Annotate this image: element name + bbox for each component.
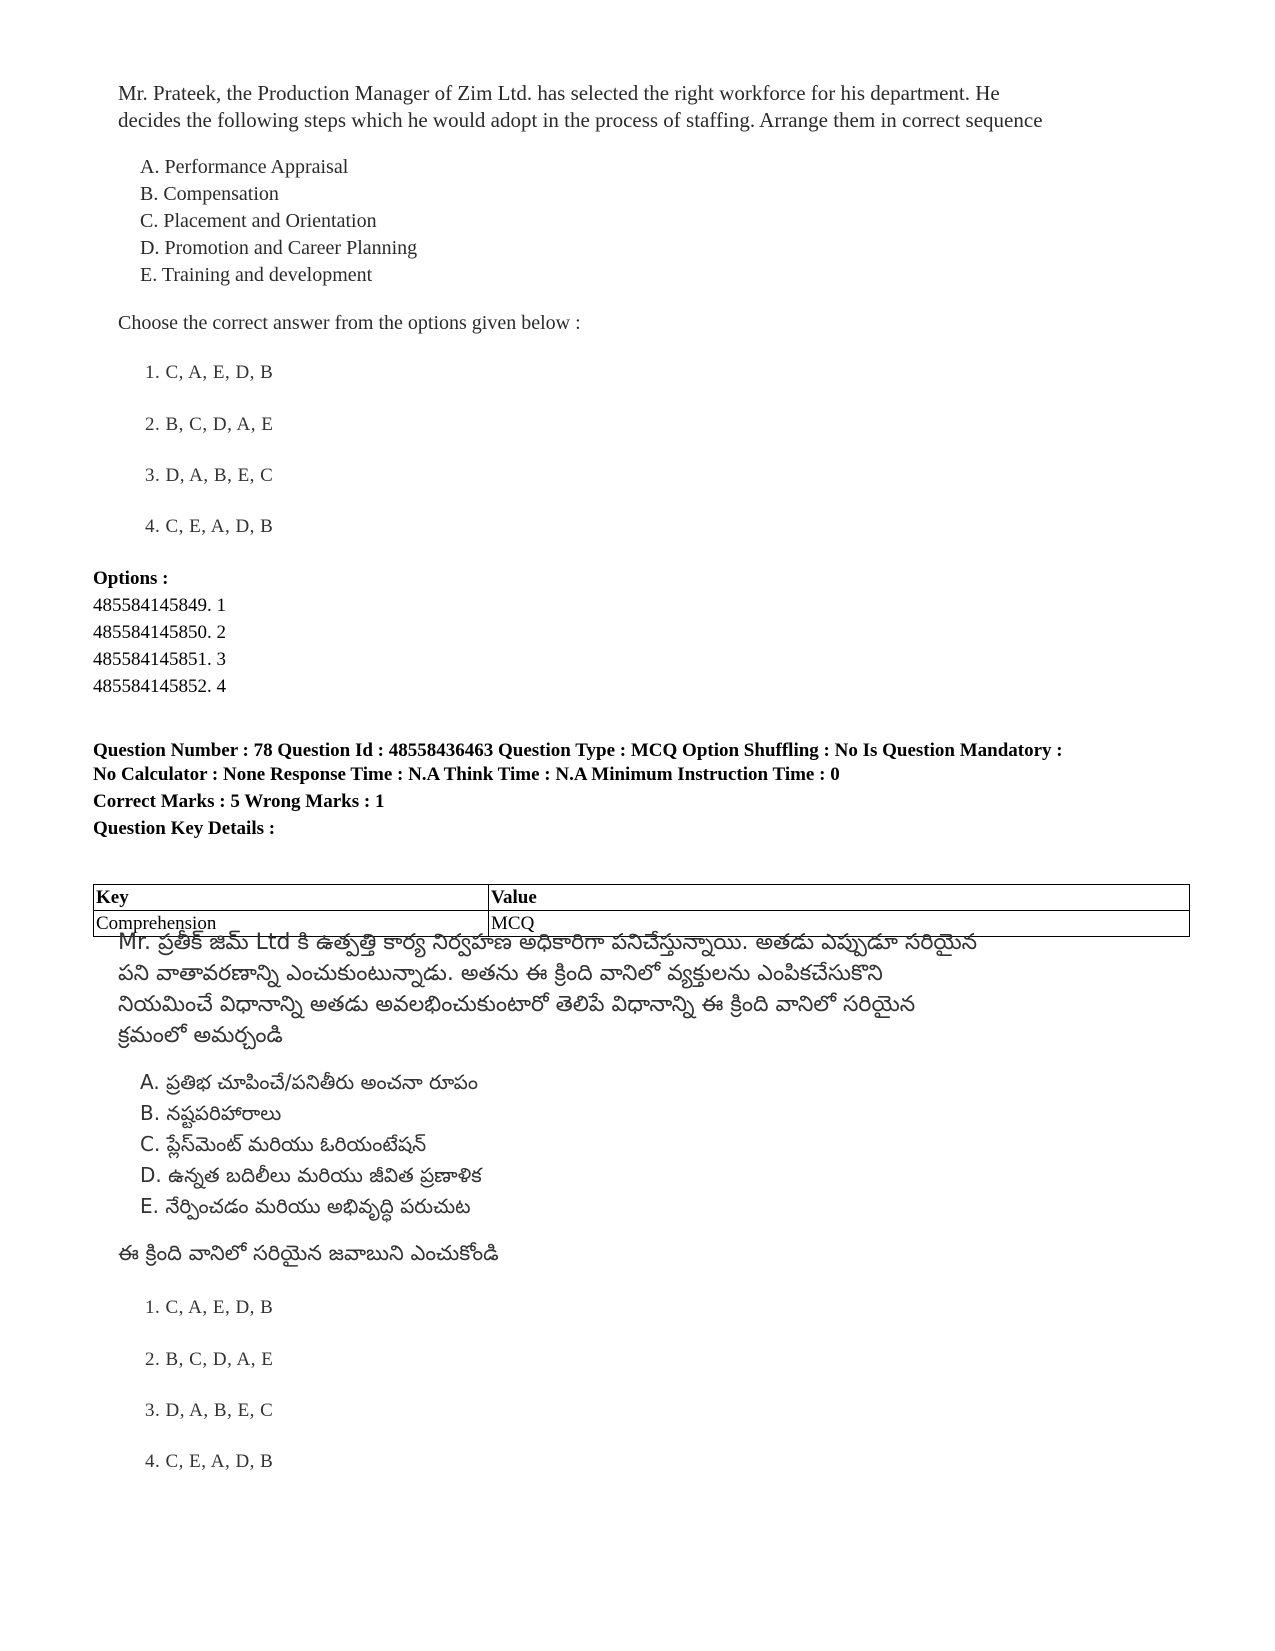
marks-info: Correct Marks : 5 Wrong Marks : 1 — [93, 791, 385, 812]
question-line: decides the following steps which he would adopt in the process of staffing. Arrange them in correct sequence — [118, 108, 1043, 132]
answer-choice: 4. C, E, A, D, B — [145, 516, 274, 537]
options-title: Options : — [93, 568, 169, 589]
table-cell: MCQ — [489, 911, 1190, 937]
table-header: Key — [94, 885, 489, 911]
staffing-steps-list-te — [140, 1067, 482, 1222]
list-item: A. Performance Appraisal — [140, 156, 349, 178]
list-item: B. నష్టపరిహారాలు — [140, 1101, 282, 1125]
question-text-en — [118, 80, 1043, 134]
table-header-row — [94, 885, 1190, 911]
staffing-steps-list-en — [140, 154, 417, 289]
list-item: C. ప్లేస్‌మెంట్ మరియు ఓరియంటేషన్ — [140, 1132, 427, 1156]
answer-choice: 4. C, E, A, D, B — [145, 1451, 274, 1472]
list-item: C. Placement and Orientation — [140, 210, 377, 232]
option-id: 485584145852. 4 — [93, 676, 226, 697]
option-id: 485584145851. 3 — [93, 649, 226, 670]
list-item: D. Promotion and Career Planning — [140, 237, 418, 259]
choose-instruction-en: Choose the correct answer from the options given below : — [118, 312, 581, 334]
answer-choice: 1. C, A, E, D, B — [145, 1297, 274, 1318]
key-details-title: Question Key Details : — [93, 818, 276, 839]
answer-choice: 2. B, C, D, A, E — [145, 414, 274, 435]
option-id: 485584145849. 1 — [93, 595, 226, 616]
answer-choice: 3. D, A, B, E, C — [145, 1400, 274, 1421]
choose-instruction-te: ఈ క్రింది వానిలో సరియైన జవాబుని ఎంచుకోండి — [118, 1241, 499, 1265]
list-item: E. Training and development — [140, 264, 373, 286]
list-item: B. Compensation — [140, 183, 279, 205]
list-item: A. ప్రతిభ చూపించే/పనితీరు అంచనా రూపం — [140, 1070, 478, 1094]
answer-choice: 3. D, A, B, E, C — [145, 465, 274, 486]
list-item: E. నేర్పించడం మరియు అభివృద్ధి పరుచుట — [140, 1194, 471, 1218]
question-line: నియమించే విధానాన్ని అతడు అవలభించుకుంటారో తెలిపే విధానాన్ని ఈ క్రింది వానిలో సరియైన — [118, 992, 916, 1017]
question-line: Mr. Prateek, the Production Manager of Zim Ltd. has selected the right workforce for his department. He — [118, 81, 1000, 105]
question-line: పని వాతావరణాన్ని ఎంచుకుంటున్నాడు. అతను ఈ క్రింది వానిలో వ్యక్తులను ఎంపికచేసుకొని — [118, 961, 883, 986]
question-line: Mr. ప్రతీక్ జిమ్ Ltd కి ఉత్పత్తి కార్య నిర్వహణ అధికారిగా పనిచేస్తున్నాయి. అతడు ఎప్పుడూ సరియైన — [118, 930, 978, 955]
question-meta-line2: No Calculator : None Response Time : N.A Think Time : N.A Minimum Instruction Time : 0 — [93, 764, 840, 785]
answer-choice: 2. B, C, D, A, E — [145, 1349, 274, 1370]
list-item: D. ఉన్నత బదిలీలు మరియు జీవిత ప్రణాళిక — [140, 1163, 482, 1187]
answer-choice: 1. C, A, E, D, B — [145, 362, 274, 383]
table-cell: Comprehension — [94, 911, 489, 937]
option-id: 485584145850. 2 — [93, 622, 226, 643]
question-line: క్రమంలో అమర్చండి — [118, 1023, 283, 1048]
question-meta-line1: Question Number : 78 Question Id : 48558436463 Question Type : MCQ Option Shuffling : No Is Question Mandatory : — [93, 740, 1063, 761]
table-header: Value — [489, 885, 1190, 911]
question-text-te — [118, 927, 977, 1051]
